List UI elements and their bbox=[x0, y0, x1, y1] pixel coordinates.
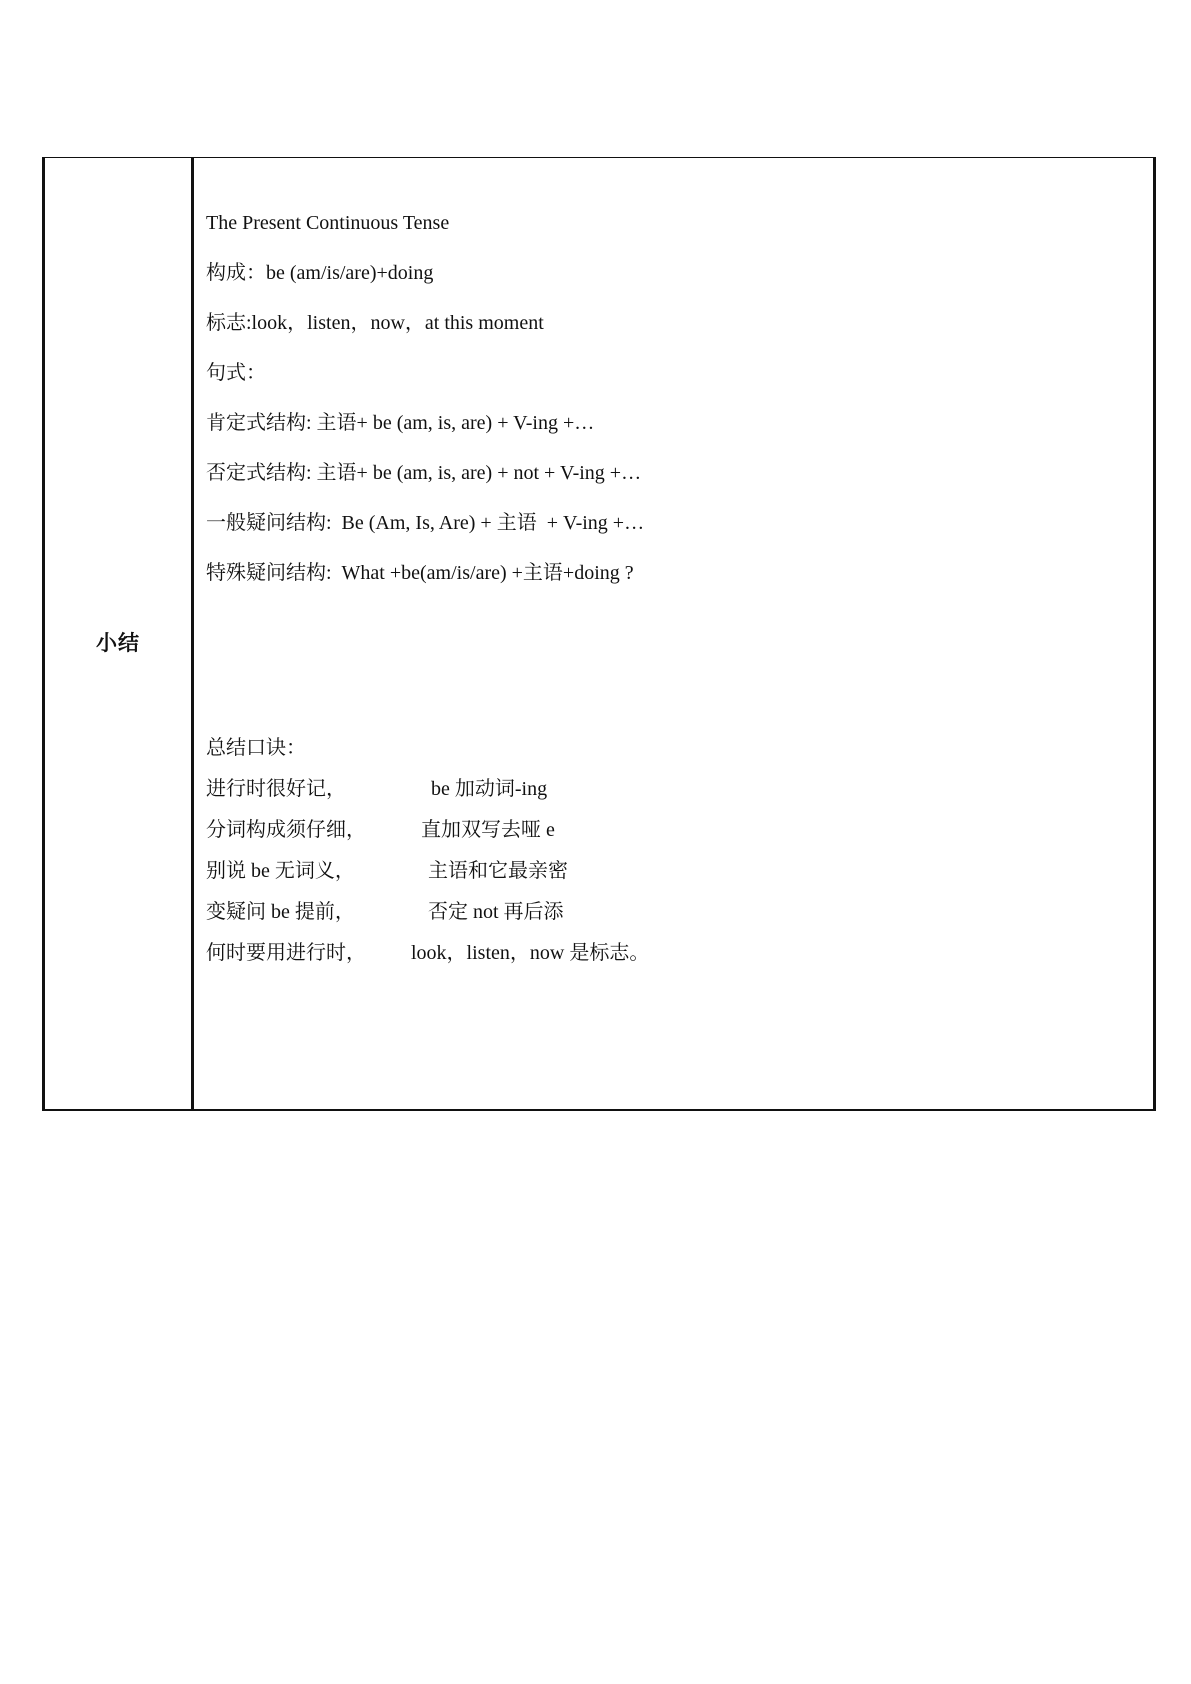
negative-pattern: 否定式结构: 主语+ be (am, is, are) + not + V-ing +… bbox=[206, 462, 642, 484]
rhyme-right: 直加双写去哑 e bbox=[421, 819, 555, 841]
label-cell bbox=[45, 158, 194, 1109]
rhyme-right: look，listen，now 是标志。 bbox=[411, 942, 650, 964]
content-cell bbox=[194, 158, 1153, 1109]
rhyme-row bbox=[206, 900, 906, 924]
wh-question-pattern: 特殊疑问结构: What +be(am/is/are) +主语+doing ? bbox=[206, 562, 634, 584]
signal-words-line: 标志:look，listen，now，at this moment bbox=[206, 312, 544, 334]
rhyme-left: 何时要用进行时， bbox=[206, 942, 366, 964]
rhyme-left: 进行时很好记， bbox=[206, 778, 346, 800]
rhyme-row bbox=[206, 941, 906, 965]
section-label: 小结 bbox=[96, 630, 140, 655]
tense-title: The Present Continuous Tense bbox=[206, 212, 450, 234]
rhyme-title: 总结口诀： bbox=[206, 737, 306, 759]
rhyme-left: 变疑问 be 提前， bbox=[206, 901, 355, 923]
rhyme-right: be 加动词-ing bbox=[431, 778, 548, 800]
rhyme-right: 否定 not 再后添 bbox=[428, 901, 564, 923]
rhyme-left: 别说 be 无词义， bbox=[206, 860, 355, 882]
summary-table bbox=[42, 157, 1156, 1111]
sentence-patterns-heading: 句式： bbox=[206, 362, 266, 384]
rhyme-row bbox=[206, 818, 906, 842]
rhyme-right: 主语和它最亲密 bbox=[428, 860, 568, 882]
rhyme-left: 分词构成须仔细， bbox=[206, 819, 366, 841]
affirmative-pattern: 肯定式结构: 主语+ be (am, is, are) + V-ing +… bbox=[206, 412, 595, 434]
rhyme-row bbox=[206, 859, 906, 883]
rhyme-row bbox=[206, 777, 906, 801]
structure-line: 构成：be (am/is/are)+doing bbox=[206, 262, 434, 284]
yes-no-question-pattern: 一般疑问结构: Be (Am, Is, Are) + 主语 + V-ing +… bbox=[206, 512, 645, 534]
